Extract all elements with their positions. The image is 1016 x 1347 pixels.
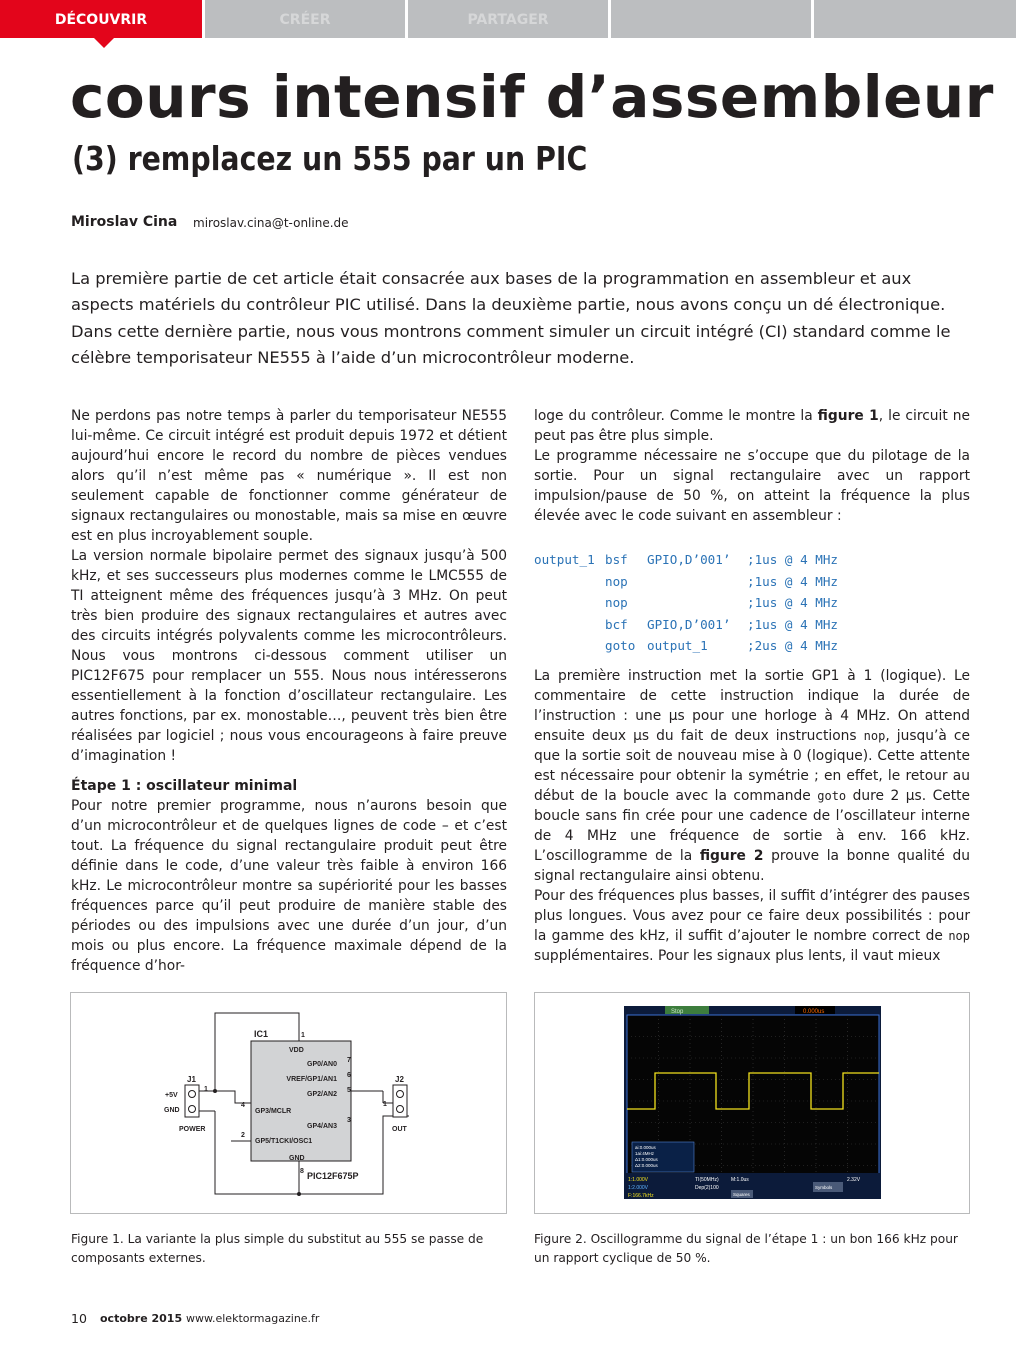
scope-button: Squares (733, 1192, 750, 1197)
pin-number: 7 (347, 1057, 351, 1064)
tab-partager[interactable]: PARTAGER (408, 0, 608, 38)
pin-number: 6 (347, 1072, 351, 1079)
scope-readout: Dep(2)100 (695, 1185, 719, 1191)
pin-label: VDD (289, 1047, 304, 1054)
scope-panel-line: Δ2:0.000us (635, 1163, 658, 1168)
inline-code: goto (817, 789, 847, 803)
author-email[interactable]: miroslav.cina@t-online.de (193, 216, 349, 230)
scope-panel-line: Δ1:0.000us (635, 1157, 658, 1162)
pin-number: 3 (347, 1117, 351, 1124)
body-paragraph: loge du contrôleur. Comme le montre la figure 1, le circuit ne peut pas être plus simple. (534, 408, 971, 444)
inline-code: nop (863, 729, 886, 743)
figure-2-caption: Figure 2. Oscillogramme du signal de l’étape 1 : un bon 166 kHz pour un rapport cyclique de 50 %. (534, 1232, 958, 1265)
pin-label: GP3/MCLR (255, 1108, 292, 1115)
oscilloscope-screen (535, 993, 969, 1213)
left-column (71, 406, 507, 976)
inline-code: nop (948, 929, 970, 943)
connector-j1-pin1: +5V (165, 1092, 178, 1099)
right-column (534, 406, 970, 526)
figure-ref: figure 2 (699, 848, 764, 864)
pin-number: 5 (347, 1087, 351, 1094)
scope-readout: 1:2.000V (628, 1185, 649, 1191)
body-paragraph: La première instruction met la sortie GP1 à 1 (logique). Le commentaire de cette instruction indique la durée de l’instruction : une µs pour une horloge à 4 MHz. On attend ensuite deux µs du fait de deux instructions nop, jusqu’à ce que la sortie soit de nouveau mise à 0 (logique). Cette attente est nécessaire pour obtenir la symétrie ; en effet, le retour au début de la boucle avec la commande goto dure 2 µs. Cette boucle sans fin crée pour une cadence de l’oscillateur interne de 4 MHz une fréquence de sortie à env. 166 kHz. L’oscillogramme de la figure 2 prouve la bonne qualité du signal rectangulaire ainsi obtenu. (534, 668, 971, 884)
connector-j1-label: J1 (187, 1075, 196, 1084)
pin-number: 1 (301, 1032, 305, 1039)
ic-name: IC1 (254, 1029, 269, 1039)
scope-readout: M:1.0us (731, 1177, 749, 1183)
intro-paragraph: La première partie de cet article était consacrée aux bases de la programmation en assembleur et aux aspects matériels du contrôleur PIC utilisé. Dans la deuxième partie, nous avons conçu un dé électronique. Dans cette dernière partie, nous vous montrons comment simuler un circuit intégré (CI) standard comme le célèbre temporisateur NE555 à l’aide d’un microcontrôleur moderne. (71, 269, 951, 367)
pin-number: 8 (300, 1168, 304, 1175)
connector-j1-caption: POWER (179, 1126, 206, 1133)
pin-label: GND (289, 1155, 305, 1162)
part-number: PIC12F675P (307, 1171, 359, 1181)
tab-blank-2 (814, 0, 1016, 38)
connector-j2-caption: OUT (392, 1126, 407, 1133)
scope-readout: TI(50MHz) (695, 1177, 719, 1183)
body-paragraph: Pour notre premier programme, nous n’aurons besoin que d’un microcontrôleur et de quelques lignes de code – et c’est tout. La fréquence du signal rectangulaire produit peut être définie dans le code, d’une valeur très faible à environ 166 kHz. Le microcontrôleur montre sa supériorité pour les basses fréquences parce qu’il peut produire de manière stable des périodes ou des impulsions avec une durée d’un jour, d’un mois ou plus encore. La fréquence maximale dépend de la fréquence d’hor- (71, 798, 507, 974)
pin-label: GP0/AN0 (307, 1061, 337, 1068)
pin-label: GP4/AN3 (307, 1123, 337, 1130)
section-heading: Étape 1 : oscillateur minimal (71, 778, 298, 794)
pin-number: 4 (241, 1102, 245, 1109)
scope-readout: 1:1.000V (628, 1177, 649, 1183)
pin-number: 2 (241, 1132, 245, 1139)
right-column-continued (534, 666, 970, 966)
body-paragraph: La version normale bipolaire permet des signaux jusqu’à 500 kHz, et ses successeurs plus modernes comme le LMC555 de TI atteignent même des fréquences jusqu’à 3 MHz. On peut très bien produire des signaux rectangulaires et autres avec des circuits intégrés polyvalents comme les microcontrôleurs. Nous vous montrons ci-dessous comment utiliser un PIC12F675 pour remplacer un 555. Nous nous intéresserons essentiellement à la fonction d’oscillateur rectangulaire. Les autres fonctions, par ex. monostable…, peuvent très bien être réalisées par logiciel ; nous vous encourageons à faire preuve d’imagination ! (71, 548, 507, 764)
issue-date: octobre 2015 (100, 1312, 183, 1325)
scope-panel-line: ai:0.000us (635, 1145, 656, 1150)
connector-j1-pin2: GND (164, 1107, 180, 1114)
scope-readout: F:166.7kHz (628, 1193, 654, 1199)
schematic-diagram (71, 993, 506, 1213)
scope-button: Symbols (815, 1185, 833, 1190)
tab-blank-1 (611, 0, 811, 38)
connector-j2-label: J2 (395, 1075, 404, 1084)
connector-j1-num: 1 (204, 1086, 208, 1093)
tab-creer[interactable]: CRÉER (205, 0, 405, 38)
body-paragraph: Pour des fréquences plus basses, il suffit d’intégrer des pauses plus longues. Vous avez pour ce faire deux possibilités : pour la gamme des kHz, il suffit d’ajouter le nombre correct de nop supplémentaires. Pour les signaux plus lents, il vaut mieux (534, 888, 970, 964)
figure-2-oscillogram (534, 992, 970, 1214)
figure-ref: figure 1 (817, 408, 879, 424)
scope-readout: 2.32V (847, 1177, 861, 1183)
active-tab-pointer (94, 38, 114, 48)
tab-decouvrir[interactable]: DÉCOUVRIR (0, 0, 202, 38)
pin-label: GP2/AN2 (307, 1091, 337, 1098)
pin-label: GP5/T1CKI/OSC1 (255, 1138, 313, 1145)
connector-j2-num: 1 (383, 1101, 387, 1108)
article-title: cours intensif d’assembleur (70, 63, 994, 131)
magazine-url[interactable]: www.elektormagazine.fr (186, 1312, 320, 1325)
figure-1-caption: Figure 1. La variante la plus simple du substitut au 555 se passe de composants externes. (71, 1232, 484, 1265)
scope-panel-line: 1ai:4MHz (635, 1151, 655, 1156)
body-paragraph: Le programme nécessaire ne s’occupe que du pilotage de la sortie. Pour un signal rectangulaire avec un rapport impulsion/pause de 50 %, on atteint la fréquence la plus élevée avec le code suivant en assembleur : (534, 448, 970, 524)
scope-status: Stop (671, 1009, 684, 1015)
author-name: Miroslav Cina (71, 214, 178, 230)
pin-label: VREF/GP1/AN1 (286, 1076, 337, 1083)
page-number: 10 (71, 1311, 87, 1326)
body-paragraph: Ne perdons pas notre temps à parler du temporisateur NE555 lui-même. Ce circuit intégré est produit depuis 1972 et détient aujourd’hui encore le record du nombre de pièces vendues alors qu’il n’est même pas « numérique ». Il est non seulement capable de fonctionner comme générateur de signaux rectangulaires ou monostable, mais sa mise en œuvre est en plus incroyablement souple. (71, 408, 507, 544)
figure-1-schematic (70, 992, 507, 1214)
scope-time-offset: 0.000us (803, 1009, 825, 1015)
article-subtitle: (3) remplacez un 555 par un PIC (72, 139, 588, 178)
